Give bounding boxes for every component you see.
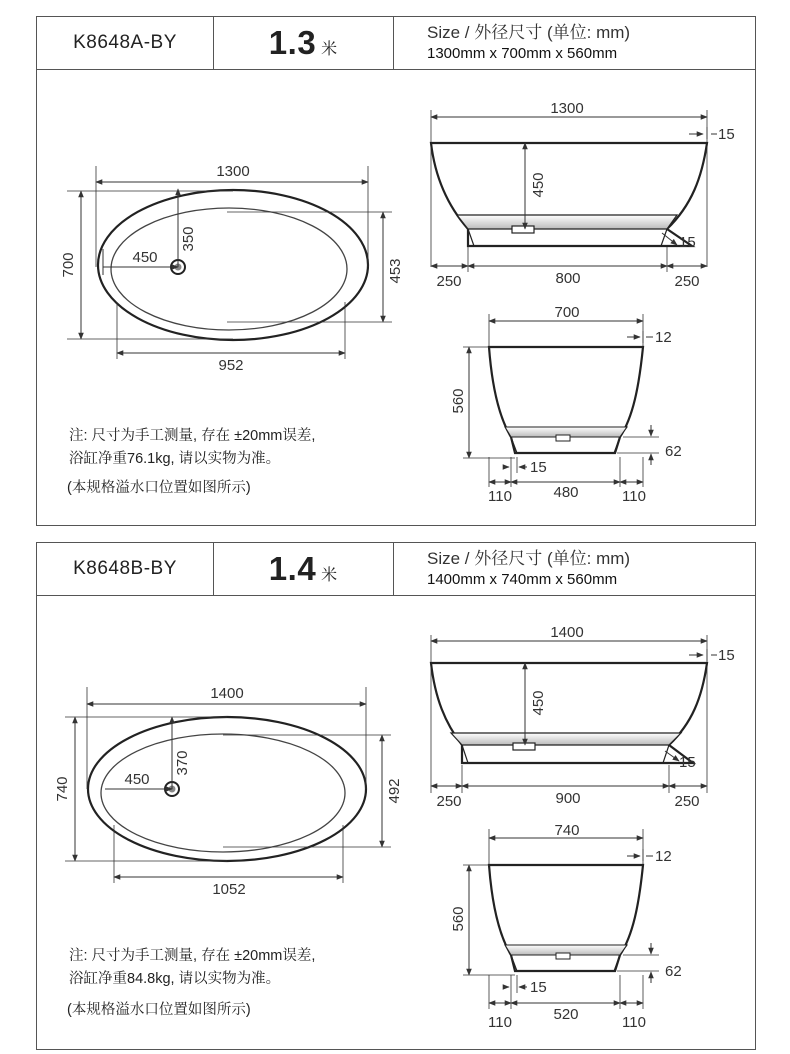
end-right-label: 110 (622, 488, 646, 505)
top-width-label: 700 (60, 252, 77, 278)
end-foot-label: 15 (530, 459, 547, 476)
end-left-label: 110 (488, 1014, 512, 1031)
side-rim-label: 15 (718, 647, 735, 664)
model-code: K8648A-BY (37, 17, 214, 69)
side-length-label: 1300 (550, 100, 584, 117)
length-unit: 米 (321, 566, 338, 584)
side-right-label: 250 (674, 793, 700, 810)
end-height-label: 560 (450, 388, 467, 414)
measurement-note (69, 425, 315, 471)
end-mid-label: 520 (553, 1006, 579, 1023)
spec-card-a (36, 16, 756, 526)
end-rim-label: 12 (655, 329, 672, 346)
side-foot-label: 15 (679, 234, 696, 251)
end-width-label: 740 (554, 822, 580, 839)
bottom-length-label: 952 (218, 357, 244, 374)
overflow-note: (本规格溢水口位置如图所示) (67, 1002, 251, 1018)
side-mid-label: 900 (555, 790, 581, 807)
length-unit: 米 (321, 40, 338, 58)
end-width-label: 700 (554, 304, 580, 321)
end-foot-height-label: 62 (665, 963, 682, 980)
end-height-label: 560 (450, 906, 467, 932)
side-length-label: 1400 (550, 624, 584, 641)
top-length-label: 1400 (210, 685, 244, 702)
model-code: K8648B-BY (37, 543, 214, 595)
measurement-note (69, 945, 315, 991)
side-depth-label: 450 (530, 690, 547, 716)
spec-card-b (36, 542, 756, 1050)
end-rim-label: 12 (655, 848, 672, 865)
note-line-1: 注: 尺寸为手工测量, 存在 ±20mm误差, (69, 428, 316, 444)
side-depth-label: 450 (530, 172, 547, 198)
end-foot-height-label: 62 (665, 443, 682, 460)
side-right-label: 250 (674, 273, 700, 290)
inner-width-label: 453 (387, 258, 404, 284)
length-value: 1.4 (268, 550, 317, 587)
note-line-1: 注: 尺寸为手工测量, 存在 ±20mm误差, (69, 948, 316, 964)
end-mid-label: 480 (553, 484, 579, 501)
top-width-label: 740 (54, 776, 71, 802)
overflow-note: (本规格溢水口位置如图所示) (67, 480, 251, 496)
drain-x-label: 450 (132, 249, 158, 266)
side-mid-label: 800 (555, 270, 581, 287)
side-foot-label: 15 (679, 754, 696, 771)
top-view (54, 685, 403, 898)
note-line-2: 浴缸净重84.8kg, 请以实物为准。 (69, 971, 281, 987)
note-line-2: 浴缸净重76.1kg, 请以实物为准。 (69, 451, 281, 467)
length-value: 1.3 (268, 24, 317, 61)
drain-y-label: 370 (174, 750, 191, 776)
side-left-label: 250 (436, 793, 462, 810)
end-view (450, 304, 682, 505)
bottom-length-label: 1052 (212, 881, 246, 898)
end-left-label: 110 (488, 488, 512, 505)
end-foot-label: 15 (530, 979, 547, 996)
side-view (431, 624, 735, 810)
size-title: Size / 外径尺寸 (单位: mm) (427, 23, 631, 42)
top-length-label: 1300 (216, 163, 250, 180)
side-left-label: 250 (436, 273, 462, 290)
size-dims: 1300mm x 700mm x 560mm (427, 45, 618, 62)
drain-x-label: 450 (124, 771, 150, 788)
side-view (431, 100, 735, 290)
size-dims: 1400mm x 740mm x 560mm (427, 571, 618, 588)
end-view (450, 822, 682, 1031)
end-right-label: 110 (622, 1014, 646, 1031)
side-rim-label: 15 (718, 126, 735, 143)
top-view (60, 163, 404, 374)
size-title: Size / 外径尺寸 (单位: mm) (427, 549, 631, 568)
inner-width-label: 492 (386, 778, 403, 804)
drain-y-label: 350 (180, 226, 197, 252)
